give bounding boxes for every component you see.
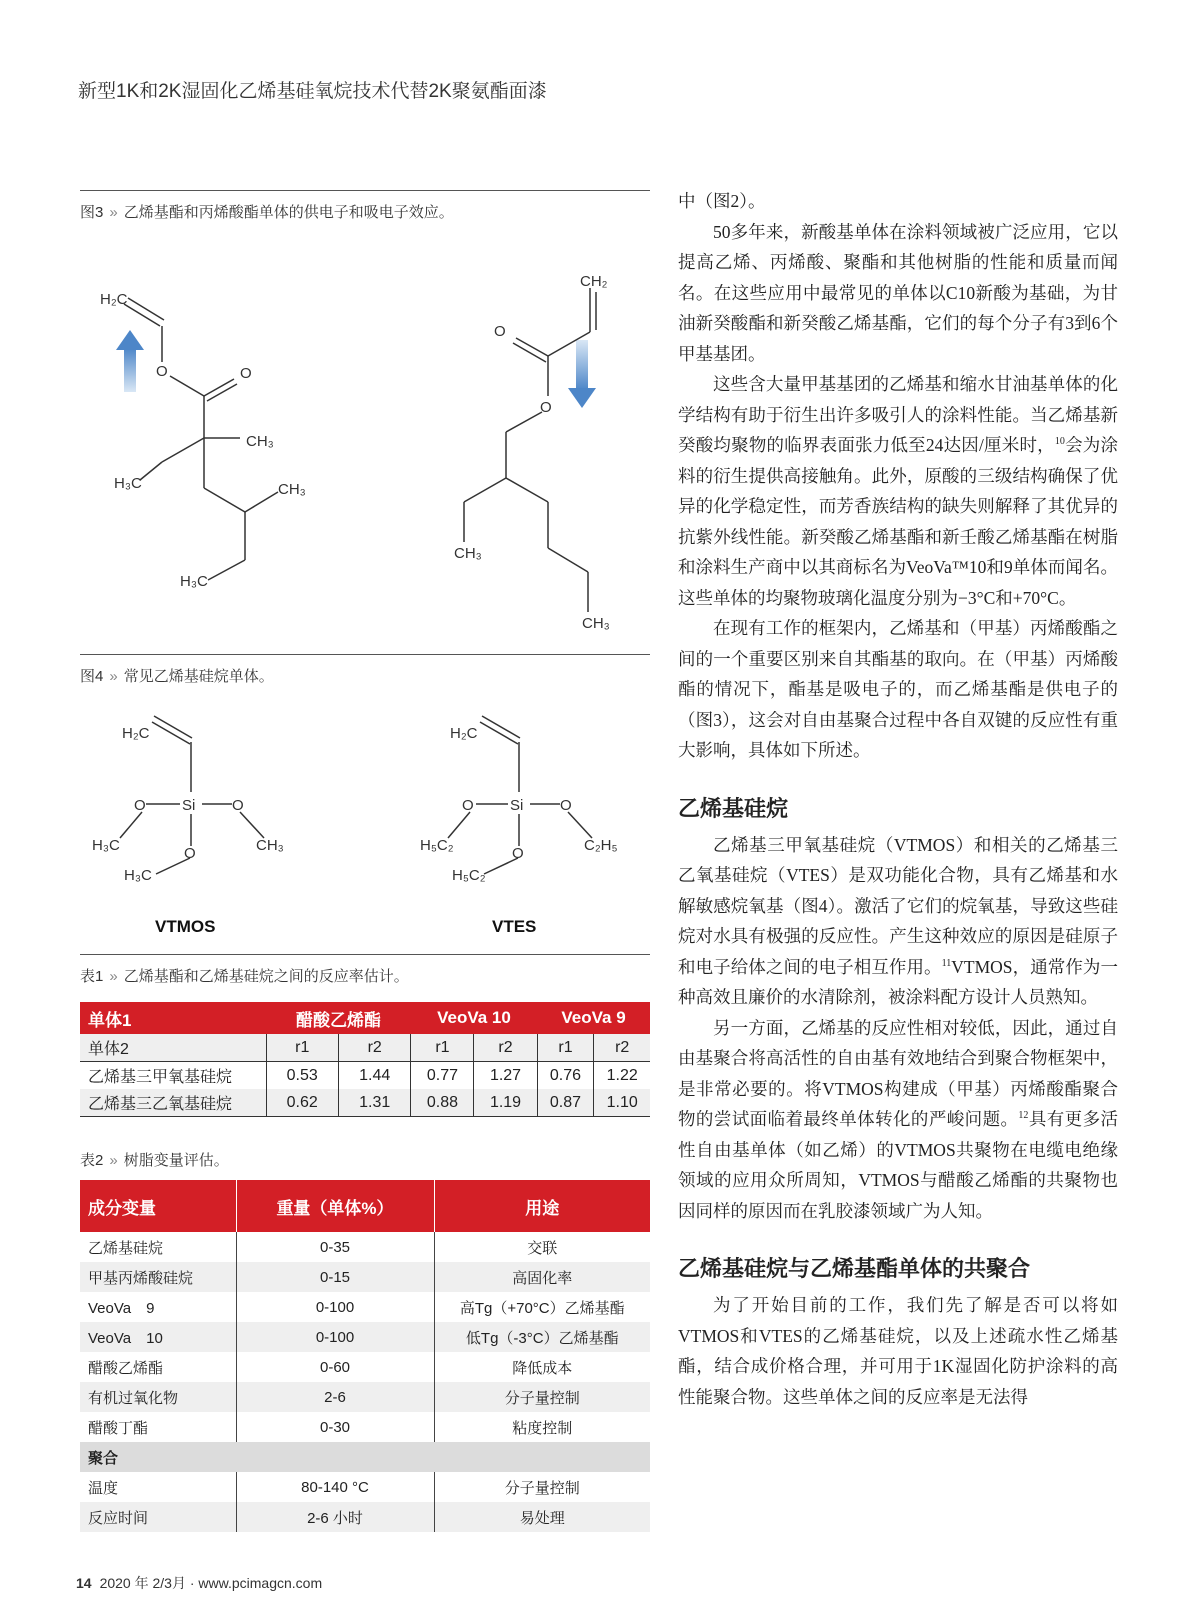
vtes-si: Si (510, 797, 524, 814)
atom-ch3-a: CH₃ (246, 433, 274, 450)
arrow-down-icon (568, 340, 596, 408)
table1-top-rule (80, 954, 650, 955)
table-row (80, 1232, 650, 1262)
table2-cell: 醋酸丁酯 (88, 1419, 149, 1437)
table1-cell: 1.19 (474, 1089, 537, 1117)
table-row (80, 1352, 650, 1382)
vtmos-h2c: H₂C (122, 725, 150, 742)
table-row (80, 1062, 650, 1090)
table2-cell: 低Tg（-3°C）乙烯基酯 (434, 1322, 650, 1352)
table1 (80, 1002, 650, 1117)
table2-cell: 有机过氧化物 (80, 1382, 236, 1412)
table2-caption (80, 1149, 650, 1170)
table1-cell: 0.77 (411, 1062, 474, 1090)
atom-ch3-b: CH₃ (278, 481, 306, 498)
paragraph: 为了开始目前的工作，我们先了解是否可以将如VTMOS和VTES的乙烯基硅烷，以及上述疏水性乙烯基酯，结合成价格合理，并可用于1K湿固化防护涂料的高性能聚合物。这些单体之间的反应率是无法得 (678, 1295, 1118, 1407)
table2-cell: VeoVa 9 (88, 1299, 155, 1317)
vtes-o-bottom: O (512, 845, 524, 862)
table2-cell: 温度 (88, 1479, 119, 1497)
table-row (80, 1502, 650, 1532)
table2-cell: 0-15 (236, 1262, 434, 1292)
atom-o-carbonyl: O (240, 365, 252, 382)
section-heading: 乙烯基硅烷与乙烯基酯单体的共聚合 (678, 1256, 1031, 1281)
vtes-o-left: O (462, 797, 474, 814)
table2-cell: 交联 (434, 1232, 650, 1262)
vtmos-h3c-bottom: H₃C (124, 867, 152, 884)
paragraph (678, 1013, 1118, 1227)
vtmos-o-right: O (232, 797, 244, 814)
table2-cell: 2-6 (236, 1382, 434, 1412)
vtmos-si: Si (182, 797, 196, 814)
table1-cell: 1.44 (338, 1062, 410, 1090)
table2-cell: 易处理 (434, 1502, 650, 1532)
vtmos-h3c-left: H₃C (92, 837, 120, 854)
table2-chevron: » (109, 1152, 118, 1169)
figure4-caption-text: 常见乙烯基硅烷单体。 (123, 668, 274, 685)
paragraph-text: 这些含大量甲基基团的乙烯基和缩水甘油基单体的化学结构有助于衍生出许多吸引人的涂料性能。当乙烯基新癸酸均聚物的临界表面张力低至24达因/厘米时， (678, 374, 1118, 455)
table2 (80, 1180, 650, 1532)
atom-o-carbonyl-2: O (494, 323, 506, 340)
figure3-caption (80, 201, 650, 222)
table2-caption-text: 树脂变量评估。 (123, 1152, 229, 1169)
table2-header: 成分变量 (80, 1180, 236, 1232)
figure3-structures (80, 222, 650, 632)
paragraph: 中（图2）。 (678, 191, 766, 211)
table2-cell: 0-100 (236, 1322, 434, 1352)
paragraph-text: 另一方面，乙烯基的反应性相对较低，因此，通过自由基聚合将高活性的自由基有效地结合到聚合物框架中，是非常必要的。将VTMOS构建成（甲基）丙烯酸酯聚合物的尝试面临着最终单体转化的严峻问题。 (678, 1017, 1118, 1129)
table2-cell: 粘度控制 (434, 1412, 650, 1442)
atom-ch3-c: CH₃ (454, 545, 482, 562)
atom-h3c-b: H₃C (180, 573, 208, 590)
figure3-label: 图3 (80, 204, 104, 221)
reference-mark: 11 (941, 957, 952, 969)
paragraph-text: 乙烯基三甲氧基硅烷（VTMOS）和相关的乙烯基三乙氧基硅烷（VTES）是双功能化合物，具有乙烯基和水解敏感烷氧基（图4）。激活了它们的烷氧基，导致这些硅烷对水具有极强的反应性。产生这种效应的原因是硅原子和电子给体之间的电子相互作用。 (678, 834, 1118, 977)
vtmos-ch3-right: CH₃ (256, 837, 284, 854)
table1-cell: 乙烯基三乙氧基硅烷 (80, 1089, 266, 1117)
table1-cell: 1.10 (594, 1089, 650, 1117)
acrylate-structure (464, 288, 596, 612)
vtes-h2c: H₂C (450, 725, 478, 742)
figure4-structures (80, 686, 650, 936)
atom-h3c-a: H₃C (114, 475, 142, 492)
atom-h2c: H₂C (100, 291, 128, 308)
table2-cell: 2-6 小时 (236, 1502, 434, 1532)
table2-cell: 0-100 (236, 1292, 434, 1322)
figure4-caption (80, 665, 650, 686)
table1-cell: 0.76 (537, 1062, 594, 1090)
table-row (80, 1382, 650, 1412)
table1-cell: 0.87 (537, 1089, 594, 1117)
table1-header: VeoVa 9 (537, 1002, 650, 1034)
vtmos-o-bottom: O (184, 845, 196, 862)
atom-o-ether: O (156, 363, 168, 380)
paragraph-text: 具有更多活性自由基单体（如乙烯）的VTMOS共聚物在电缆电绝缘领域的应用众所周知，VTMOS与醋酸乙烯酯的共聚物也因同样的原因而在乳胶漆领域广为人知。 (678, 1109, 1119, 1221)
table2-label: 表2 (80, 1152, 104, 1169)
table-row (80, 1262, 650, 1292)
table-row (80, 1089, 650, 1117)
figure4-chevron: » (109, 668, 118, 685)
table2-group-row (80, 1442, 650, 1472)
table-row (80, 1322, 650, 1352)
table1-header: VeoVa 10 (411, 1002, 537, 1034)
paragraph: 50多年来，新酸基单体在涂料领域被广泛应用，它以提高乙烯、丙烯酸、聚酯和其他树脂的性能和质量而闻名。在这些应用中最常见的单体以C10新酸为基础，为甘油新癸酸酯和新癸酸乙烯基酯，它们的每个分子有3到6个甲基基团。 (678, 221, 1118, 364)
table1-cell: 1.31 (338, 1089, 410, 1117)
table1-caption (80, 965, 650, 986)
vtes-name: VTES (492, 917, 537, 936)
table1-cell: 0.53 (266, 1062, 338, 1090)
table2-cell: VeoVa 10 (80, 1322, 236, 1352)
table2-cell: 醋酸乙烯酯 (88, 1359, 164, 1377)
table1-cell: r1 (537, 1034, 594, 1062)
table1-header-row (80, 1002, 650, 1034)
vtmos-o-left: O (134, 797, 146, 814)
atom-ch3-d: CH₃ (582, 615, 610, 632)
section-heading: 乙烯基硅烷 (678, 795, 789, 821)
vtes-h5c2-left: H₅C₂ (420, 837, 454, 854)
table-row (80, 1412, 650, 1442)
paragraph (678, 830, 1118, 1013)
table2-cell: 高固化率 (434, 1262, 650, 1292)
table1-cell: r2 (594, 1034, 650, 1062)
figure3-caption-text: 乙烯基酯和丙烯酸酯单体的供电子和吸电子效应。 (123, 204, 454, 221)
vtes-h5c2-bottom: H₅C₂ (452, 867, 486, 884)
table2-cell: 反应时间 (80, 1502, 236, 1532)
table2-cell: 0-60 (236, 1352, 434, 1382)
table2-cell: 0-35 (236, 1232, 434, 1262)
table1-subheader-row (80, 1034, 650, 1062)
paragraph-text: VTMOS，通常作为一种高效且廉价的水清除剂，被涂料配方设计人员熟知。 (678, 956, 1118, 1007)
table1-cell: 0.88 (411, 1089, 474, 1117)
table2-header-row (80, 1180, 650, 1232)
table1-label: 表1 (80, 968, 104, 985)
table2-cell: 分子量控制 (434, 1382, 650, 1412)
table1-cell: 单体2 (80, 1034, 266, 1062)
page-number: 14 (76, 1575, 92, 1591)
paragraph (678, 369, 1118, 613)
page-footer (76, 1573, 322, 1593)
left-column (80, 190, 650, 1532)
table2-cell: 甲基丙烯酸硅烷 (80, 1262, 236, 1292)
table2-cell: 0-30 (236, 1412, 434, 1442)
figure3-chevron: » (109, 204, 118, 221)
table-row (80, 1472, 650, 1502)
table-row (80, 1292, 650, 1322)
table2-cell: 80-140 °C (236, 1472, 434, 1502)
table2-group-label: 聚合 (80, 1442, 650, 1472)
table1-chevron: » (109, 968, 118, 985)
figure4-label: 图4 (80, 668, 104, 685)
running-header: 新型1K和2K湿固化乙烯基硅氧烷技术代替2K聚氨酯面漆 (78, 81, 547, 102)
table2-cell: 高Tg（+70°C）乙烯基酯 (434, 1292, 650, 1322)
body-text-column (678, 186, 1118, 1412)
paragraph: 在现有工作的框架内，乙烯基和（甲基）丙烯酸酯之间的一个重要区别来自其酯基的取向。在（甲基）丙烯酸酯的情况下，酯基是吸电子的，而乙烯基酯是供电子的（图3），这会对自由基聚合过程中各自双键的反应性有重大影响，具体如下所述。 (678, 618, 1118, 760)
table1-cell: 1.22 (594, 1062, 650, 1090)
figure4-diagram (80, 686, 650, 936)
table1-header: 醋酸乙烯酯 (266, 1002, 411, 1034)
table2-cell: 分子量控制 (434, 1472, 650, 1502)
reference-mark: 10 (1054, 436, 1065, 448)
atom-o-ether-2: O (540, 399, 552, 416)
atom-ch2: CH₂ (580, 273, 608, 290)
table1-cell: r1 (411, 1034, 474, 1062)
table1-cell: r1 (266, 1034, 338, 1062)
table1-cell: 1.27 (474, 1062, 537, 1090)
table1-caption-text: 乙烯基酯和乙烯基硅烷之间的反应率估计。 (123, 968, 409, 985)
arrow-up-icon (116, 330, 144, 392)
figure4-top-rule (80, 654, 650, 655)
table1-cell: r2 (338, 1034, 410, 1062)
vtes-c2h5-right: C₂H₅ (584, 837, 618, 854)
footer-text: 2020 年 2/3月 · www.pcimagcn.com (99, 1575, 323, 1591)
table1-cell: 乙烯基三甲氧基硅烷 (88, 1069, 233, 1086)
table2-cell: 降低成本 (434, 1352, 650, 1382)
table2-cell: 乙烯基硅烷 (88, 1239, 164, 1257)
table2-header: 重量（单体%） (236, 1180, 434, 1232)
figure3-top-rule (80, 190, 650, 191)
figure3-diagram (80, 222, 650, 632)
table1-cell: r2 (474, 1034, 537, 1062)
paragraph-text: 会为涂料的衍生提供高接触角。此外，原酸的三级结构确保了优异的化学稳定性，而芳香族结构的缺失则解释了其优异的抗紫外线性能。新癸酸乙烯基酯和新壬酸乙烯基酯在树脂和涂料生产商中以其商标名为VeoVa™10和9单体而闻名。这些单体的均聚物玻璃化温度分别为−3°C和+70°C。 (678, 435, 1118, 608)
vtes-o-right: O (560, 797, 572, 814)
table2-header: 用途 (434, 1180, 650, 1232)
vtmos-name: VTMOS (155, 917, 216, 936)
table1-cell: 0.62 (266, 1089, 338, 1117)
table1-header: 单体1 (80, 1002, 266, 1034)
reference-mark: 12 (1018, 1110, 1029, 1122)
